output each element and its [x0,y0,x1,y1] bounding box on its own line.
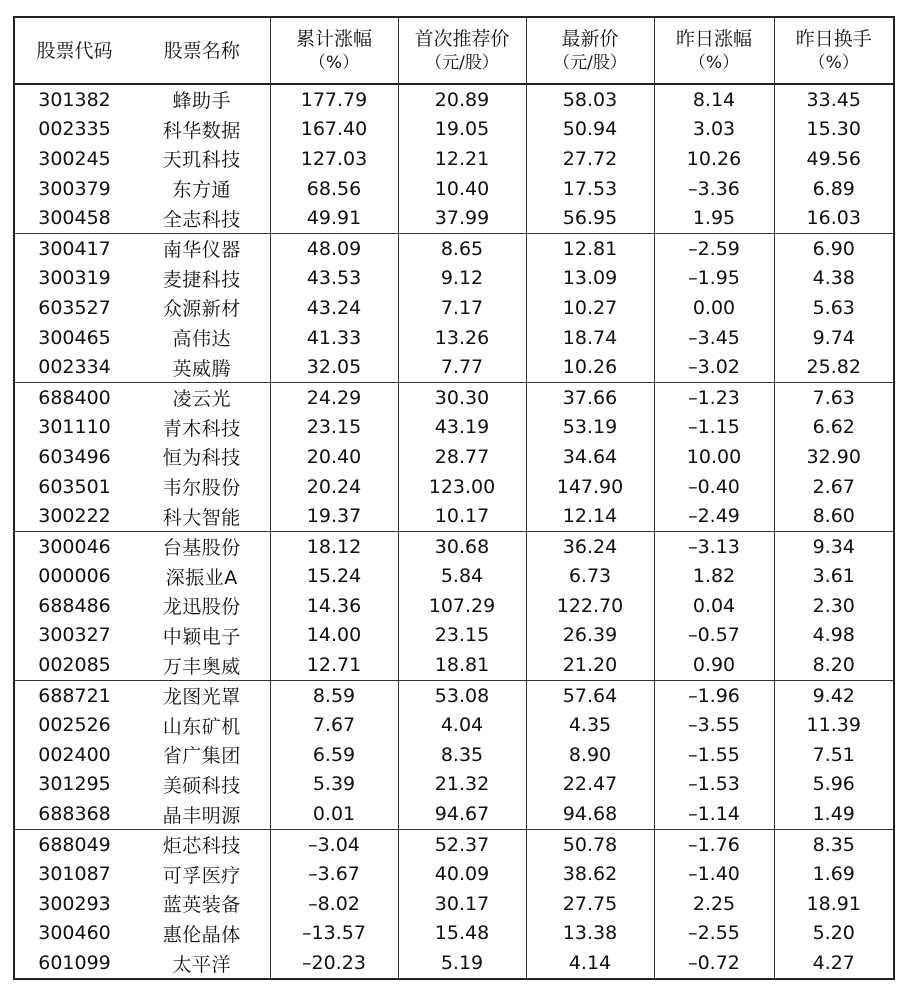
cell-stock-name: 全志科技 [134,203,270,233]
table-row [14,799,894,829]
cell-latest-price: 147.90 [526,472,654,502]
cell-cumulative-gain: 15.24 [270,562,398,592]
cell-yesterday-turnover: 33.45 [806,88,861,111]
cell-stock-name: 山东矿机 [134,710,270,740]
cell-yesterday-turnover: 4.38 [812,267,855,290]
cell-yesterday-turnover: 16.03 [774,203,894,233]
cell-stock-code: 301295 [38,773,111,796]
cell-stock-name: 美硕科技 [134,770,270,800]
cell-stock-name: 可孚医疗 [134,859,270,889]
table-row [14,591,894,621]
cell-stock-code: 002400 [38,743,111,766]
cell-cumulative-gain: –3.67 [270,859,398,889]
table-row [14,323,894,353]
table-row [14,710,894,740]
cell-latest-price: 58.03 [526,84,654,115]
cell-latest-price: 8.90 [526,740,654,770]
cell-yesterday-change: 0.04 [654,591,774,621]
cell-yesterday-turnover: 25.82 [774,352,894,382]
cell-first-recommend-price: 9.12 [398,264,526,294]
cell-first-recommend-price: 12.21 [398,144,526,174]
cell-stock-name: 台基股份 [134,531,270,561]
cell-stock-code: 000006 [38,565,111,588]
cell-cumulative-gain: 177.79 [270,84,398,115]
cell-cumulative-gain: 23.15 [270,413,398,443]
header-latest-price: 最新价 （元/股） [526,17,654,84]
cell-first-recommend-price: 19.05 [398,115,526,145]
cell-latest-price: 4.35 [526,710,654,740]
cell-first-recommend-price: 30.68 [398,531,526,561]
cell-stock-name: 太平洋 [134,948,270,979]
cell-latest-price: 13.09 [526,264,654,294]
cell-first-recommend-price: 23.15 [398,621,526,651]
cell-yesterday-change: –3.13 [654,531,774,561]
cell-yesterday-change: –0.40 [654,472,774,502]
cell-stock-code: 002335 [38,118,111,141]
cell-first-recommend-price: 5.19 [398,948,526,979]
cell-stock-name: 晶丰明源 [134,799,270,829]
cell-yesterday-change: –1.96 [654,680,774,710]
cell-stock-name: 惠伦晶体 [134,919,270,949]
cell-stock-code: 688400 [38,386,111,409]
cell-cumulative-gain: 48.09 [270,233,398,263]
cell-first-recommend-price: 10.40 [398,174,526,204]
cell-cumulative-gain: 0.01 [270,799,398,829]
cell-yesterday-change: 2.25 [654,889,774,919]
cell-stock-code: 301382 [38,88,111,111]
cell-stock-name: 众源新材 [134,293,270,323]
cell-latest-price: 53.19 [526,413,654,443]
cell-yesterday-change: 3.03 [654,115,774,145]
cell-cumulative-gain: 127.03 [270,144,398,174]
cell-stock-code: 300327 [38,624,111,647]
cell-cumulative-gain: 43.24 [270,293,398,323]
cell-cumulative-gain: 167.40 [270,115,398,145]
cell-yesterday-turnover: 49.56 [806,147,861,170]
cell-stock-code: 688368 [14,799,134,829]
table-row [14,948,894,979]
cell-latest-price: 38.62 [526,859,654,889]
cell-stock-name: 炬芯科技 [134,829,270,859]
cell-cumulative-gain: 19.37 [270,501,398,531]
table-row [14,889,894,919]
table-body [14,84,894,979]
cell-first-recommend-price: 8.35 [398,740,526,770]
cell-yesterday-change: –3.55 [654,710,774,740]
cell-first-recommend-price: 28.77 [398,442,526,472]
cell-stock-code: 688721 [38,684,111,707]
cell-yesterday-change: –0.57 [654,621,774,651]
cell-first-recommend-price: 21.32 [398,770,526,800]
cell-yesterday-change: 1.95 [654,203,774,233]
cell-yesterday-change: 10.26 [654,144,774,174]
cell-cumulative-gain: 5.39 [270,770,398,800]
cell-latest-price: 12.14 [526,501,654,531]
cell-first-recommend-price: 7.17 [398,293,526,323]
cell-cumulative-gain: –13.57 [270,919,398,949]
cell-yesterday-change: 8.14 [654,84,774,115]
cell-latest-price: 36.24 [526,531,654,561]
table-row [14,413,894,443]
cell-latest-price: 17.53 [526,174,654,204]
cell-yesterday-change: –2.55 [654,919,774,949]
cell-yesterday-turnover: 9.34 [812,535,855,558]
cell-first-recommend-price: 8.65 [398,233,526,263]
cell-stock-name: 恒为科技 [134,442,270,472]
cell-stock-code: 002334 [14,352,134,382]
cell-stock-name: 韦尔股份 [134,472,270,502]
cell-latest-price: 10.26 [526,352,654,382]
table-row [14,352,894,382]
cell-stock-code: 300458 [14,203,134,233]
cell-stock-name: 高伟达 [134,323,270,353]
cell-latest-price: 4.14 [526,948,654,979]
table-row [14,501,894,531]
cell-yesterday-turnover: 18.91 [806,892,861,915]
cell-stock-name: 中颖电子 [134,621,270,651]
cell-latest-price: 37.66 [526,382,654,412]
cell-latest-price: 56.95 [526,203,654,233]
table-row [14,203,894,233]
cell-first-recommend-price: 43.19 [398,413,526,443]
cell-yesterday-change: 1.82 [654,562,774,592]
table-row [14,650,894,680]
cell-cumulative-gain: 20.40 [270,442,398,472]
cell-stock-code: 301110 [38,416,111,439]
cell-cumulative-gain: 43.53 [270,264,398,294]
table-row [14,829,894,859]
cell-first-recommend-price: 4.04 [398,710,526,740]
cell-stock-name: 省广集团 [134,740,270,770]
cell-cumulative-gain: 18.12 [270,531,398,561]
cell-latest-price: 10.27 [526,293,654,323]
cell-yesterday-change: –1.55 [654,740,774,770]
cell-cumulative-gain: 7.67 [270,710,398,740]
cell-yesterday-turnover: 11.39 [806,714,861,737]
cell-stock-name: 蓝英装备 [134,889,270,919]
cell-stock-code: 300245 [38,147,111,170]
cell-yesterday-turnover: 9.74 [812,326,855,349]
cell-stock-code: 300046 [38,535,111,558]
cell-stock-code: 301087 [38,863,111,886]
cell-yesterday-turnover: 5.96 [812,773,855,796]
cell-stock-code: 002085 [14,650,134,680]
table-row [14,472,894,502]
table-row [14,442,894,472]
header-stock-name: 股票名称 [134,17,270,84]
cell-stock-name: 蜂助手 [134,84,270,115]
cell-yesterday-turnover: 2.30 [812,594,855,617]
cell-first-recommend-price: 15.48 [398,919,526,949]
cell-yesterday-change: –2.59 [654,233,774,263]
cell-cumulative-gain: 12.71 [270,650,398,680]
cell-cumulative-gain: –8.02 [270,889,398,919]
cell-yesterday-turnover: 1.69 [812,863,855,886]
cell-latest-price: 34.64 [526,442,654,472]
cell-first-recommend-price: 13.26 [398,323,526,353]
cell-yesterday-turnover: 3.61 [812,565,855,588]
cell-yesterday-turnover: 6.62 [812,416,855,439]
header-yesterday-turnover: 昨日换手 （%） [774,17,894,84]
cell-stock-code: 300460 [38,922,111,945]
table-row [14,919,894,949]
cell-stock-name: 麦捷科技 [134,264,270,294]
cell-first-recommend-price: 7.77 [398,352,526,382]
cell-cumulative-gain: –3.04 [270,829,398,859]
header-row [14,17,894,84]
cell-first-recommend-price: 53.08 [398,680,526,710]
header-first-recommend-price: 首次推荐价 （元/股） [398,17,526,84]
cell-yesterday-turnover: 8.35 [812,833,855,856]
cell-first-recommend-price: 20.89 [398,84,526,115]
cell-yesterday-change: –3.36 [654,174,774,204]
cell-yesterday-turnover: 15.30 [806,118,861,141]
cell-latest-price: 57.64 [526,680,654,710]
cell-yesterday-turnover: 9.42 [812,684,855,707]
cell-yesterday-change: –1.76 [654,829,774,859]
cell-yesterday-change: –1.23 [654,382,774,412]
cell-first-recommend-price: 94.67 [398,799,526,829]
table-row [14,770,894,800]
cell-stock-name: 深振业A [134,562,270,592]
cell-first-recommend-price: 5.84 [398,562,526,592]
cell-yesterday-turnover: 8.60 [774,501,894,531]
cell-stock-code: 300379 [38,177,111,200]
cell-stock-name: 科华数据 [134,115,270,145]
cell-stock-name: 凌云光 [134,382,270,412]
cell-stock-code: 603501 [38,475,111,498]
cell-latest-price: 22.47 [526,770,654,800]
cell-cumulative-gain: 14.00 [270,621,398,651]
cell-yesterday-change: –3.45 [654,323,774,353]
stock-recommendation-table [13,16,895,980]
cell-latest-price: 122.70 [526,591,654,621]
cell-stock-name: 龙迅股份 [134,591,270,621]
cell-cumulative-gain: 8.59 [270,680,398,710]
cell-first-recommend-price: 30.17 [398,889,526,919]
cell-yesterday-turnover: 5.63 [812,296,855,319]
cell-stock-code: 300417 [38,237,111,260]
cell-first-recommend-price: 18.81 [398,650,526,680]
cell-latest-price: 26.39 [526,621,654,651]
cell-latest-price: 50.94 [526,115,654,145]
cell-first-recommend-price: 107.29 [398,591,526,621]
cell-stock-name: 天玑科技 [134,144,270,174]
cell-yesterday-change: –1.14 [654,799,774,829]
cell-yesterday-change: 10.00 [654,442,774,472]
cell-stock-code: 300293 [38,892,111,915]
cell-first-recommend-price: 40.09 [398,859,526,889]
header-stock-code: 股票代码 [14,17,134,84]
cell-yesterday-change: –3.02 [654,352,774,382]
cell-yesterday-turnover: 8.20 [774,650,894,680]
cell-stock-name: 科大智能 [134,501,270,531]
cell-yesterday-change: –1.53 [654,770,774,800]
cell-cumulative-gain: 24.29 [270,382,398,412]
cell-cumulative-gain: –20.23 [270,948,398,979]
cell-latest-price: 94.68 [526,799,654,829]
cell-yesterday-change: –1.15 [654,413,774,443]
cell-stock-name: 万丰奥威 [134,650,270,680]
table-row [14,859,894,889]
cell-first-recommend-price: 10.17 [398,501,526,531]
cell-yesterday-turnover: 1.49 [774,799,894,829]
cell-cumulative-gain: 49.91 [270,203,398,233]
cell-yesterday-turnover: 32.90 [806,445,861,468]
cell-latest-price: 50.78 [526,829,654,859]
cell-yesterday-turnover: 7.51 [812,743,855,766]
table-row [14,621,894,651]
cell-yesterday-turnover: 2.67 [812,475,855,498]
cell-latest-price: 27.72 [526,144,654,174]
cell-cumulative-gain: 32.05 [270,352,398,382]
table-row [14,531,894,561]
cell-stock-code: 300319 [38,267,111,290]
table-row [14,264,894,294]
cell-stock-code: 300222 [14,501,134,531]
table-row [14,382,894,412]
table-row [14,680,894,710]
cell-yesterday-change: 0.00 [654,293,774,323]
cell-first-recommend-price: 52.37 [398,829,526,859]
cell-latest-price: 18.74 [526,323,654,353]
cell-stock-code: 688486 [38,594,111,617]
cell-yesterday-turnover: 4.27 [812,952,855,975]
cell-latest-price: 12.81 [526,233,654,263]
cell-cumulative-gain: 41.33 [270,323,398,353]
cell-cumulative-gain: 6.59 [270,740,398,770]
cell-stock-code: 603527 [38,296,111,319]
cell-yesterday-turnover: 6.90 [812,237,855,260]
cell-stock-name: 青木科技 [134,413,270,443]
header-yesterday-change: 昨日涨幅 （%） [654,17,774,84]
cell-stock-name: 南华仪器 [134,233,270,263]
table-row [14,115,894,145]
cell-first-recommend-price: 30.30 [398,382,526,412]
cell-yesterday-change: –1.95 [654,264,774,294]
table-row [14,84,894,115]
cell-yesterday-change: –0.72 [654,948,774,979]
cell-yesterday-turnover: 5.20 [812,922,855,945]
cell-yesterday-turnover: 7.63 [812,386,855,409]
cell-stock-code: 603496 [38,445,111,468]
cell-latest-price: 21.20 [526,650,654,680]
table-row [14,233,894,263]
cell-stock-code: 300465 [38,326,111,349]
cell-first-recommend-price: 123.00 [398,472,526,502]
header-cumulative-gain: 累计涨幅 （%） [270,17,398,84]
cell-stock-name: 英威腾 [134,352,270,382]
cell-stock-code: 601099 [38,952,111,975]
cell-yesterday-change: –2.49 [654,501,774,531]
cell-yesterday-turnover: 6.89 [812,177,855,200]
cell-yesterday-turnover: 4.98 [812,624,855,647]
table-row [14,144,894,174]
cell-cumulative-gain: 14.36 [270,591,398,621]
cell-stock-code: 688049 [38,833,111,856]
table-row [14,293,894,323]
cell-stock-name: 龙图光罩 [134,680,270,710]
table-row [14,740,894,770]
table-row [14,174,894,204]
table-row [14,562,894,592]
cell-first-recommend-price: 37.99 [398,203,526,233]
cell-stock-name: 东方通 [134,174,270,204]
cell-cumulative-gain: 68.56 [270,174,398,204]
cell-yesterday-change: –1.40 [654,859,774,889]
cell-yesterday-change: 0.90 [654,650,774,680]
cell-latest-price: 13.38 [526,919,654,949]
cell-cumulative-gain: 20.24 [270,472,398,502]
cell-stock-code: 002526 [38,714,111,737]
cell-latest-price: 6.73 [526,562,654,592]
cell-latest-price: 27.75 [526,889,654,919]
